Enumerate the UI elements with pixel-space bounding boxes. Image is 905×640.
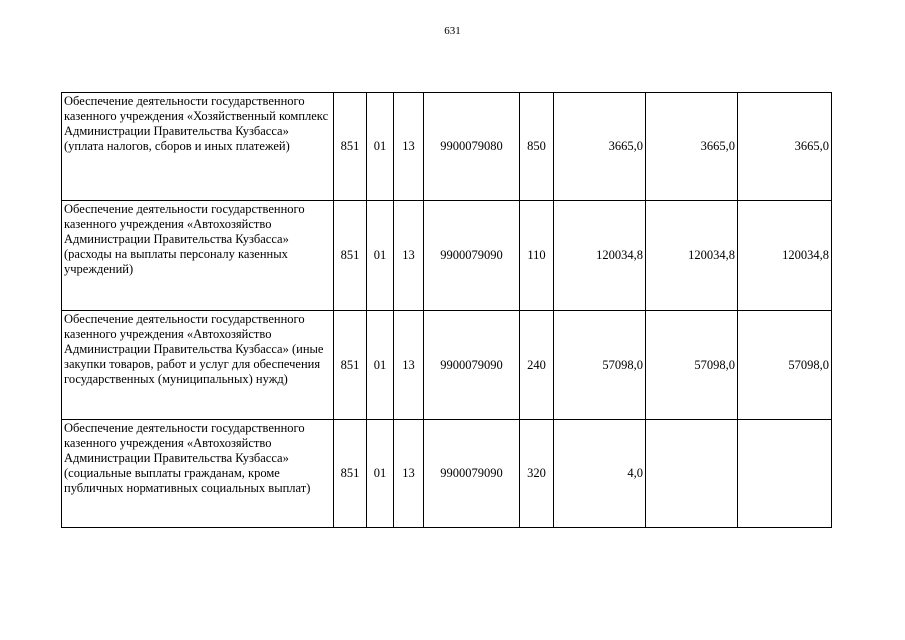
subsection-code: 13: [394, 311, 424, 420]
target-article-code: 9900079090: [424, 311, 520, 420]
ministry-code: 851: [334, 311, 367, 420]
amount-year-1: 120034,8: [554, 201, 646, 311]
expense-description: Обеспечение деятельности государственного казенного учреждения «Хозяйственный комплекс Администрации Правительства Кузбасса» (уплата налогов, сборов и иных платежей): [62, 93, 334, 201]
amount-year-1: 4,0: [554, 420, 646, 528]
amount-year-2: 57098,0: [646, 311, 738, 420]
ministry-code: 851: [334, 420, 367, 528]
target-article-code: 9900079080: [424, 93, 520, 201]
expense-type-code: 240: [520, 311, 554, 420]
expense-description: Обеспечение деятельности государственного казенного учреждения «Автохозяйство Администрации Правительства Кузбасса» (социальные выплаты гражданам, кроме публичных нормативных социальных выплат): [62, 420, 334, 528]
page-number: 631: [444, 25, 461, 37]
amount-year-2: 120034,8: [646, 201, 738, 311]
table-row: [62, 201, 832, 311]
target-article-code: 9900079090: [424, 201, 520, 311]
expense-type-code: 850: [520, 93, 554, 201]
amount-year-1: 3665,0: [554, 93, 646, 201]
budget-table: [61, 92, 832, 528]
section-code: 01: [367, 420, 394, 528]
target-article-code: 9900079090: [424, 420, 520, 528]
table-row: [62, 420, 832, 528]
amount-year-2: [646, 420, 738, 528]
amount-year-1: 57098,0: [554, 311, 646, 420]
amount-year-3: 57098,0: [738, 311, 832, 420]
section-code: 01: [367, 201, 394, 311]
expense-description: Обеспечение деятельности государственного казенного учреждения «Автохозяйство Администрации Правительства Кузбасса» (иные закупки товаров, работ и услуг для обеспечения государственных (муниципальных) нужд): [62, 311, 334, 420]
subsection-code: 13: [394, 420, 424, 528]
subsection-code: 13: [394, 93, 424, 201]
amount-year-3: 120034,8: [738, 201, 832, 311]
expense-type-code: 110: [520, 201, 554, 311]
expense-type-code: 320: [520, 420, 554, 528]
ministry-code: 851: [334, 93, 367, 201]
amount-year-3: [738, 420, 832, 528]
section-code: 01: [367, 311, 394, 420]
section-code: 01: [367, 93, 394, 201]
amount-year-3: 3665,0: [738, 93, 832, 201]
amount-year-2: 3665,0: [646, 93, 738, 201]
ministry-code: 851: [334, 201, 367, 311]
expense-description: Обеспечение деятельности государственного казенного учреждения «Автохозяйство Администрации Правительства Кузбасса» (расходы на выплаты персоналу казенных учреждений): [62, 201, 334, 311]
table-row: [62, 311, 832, 420]
subsection-code: 13: [394, 201, 424, 311]
table-row: [62, 93, 832, 201]
